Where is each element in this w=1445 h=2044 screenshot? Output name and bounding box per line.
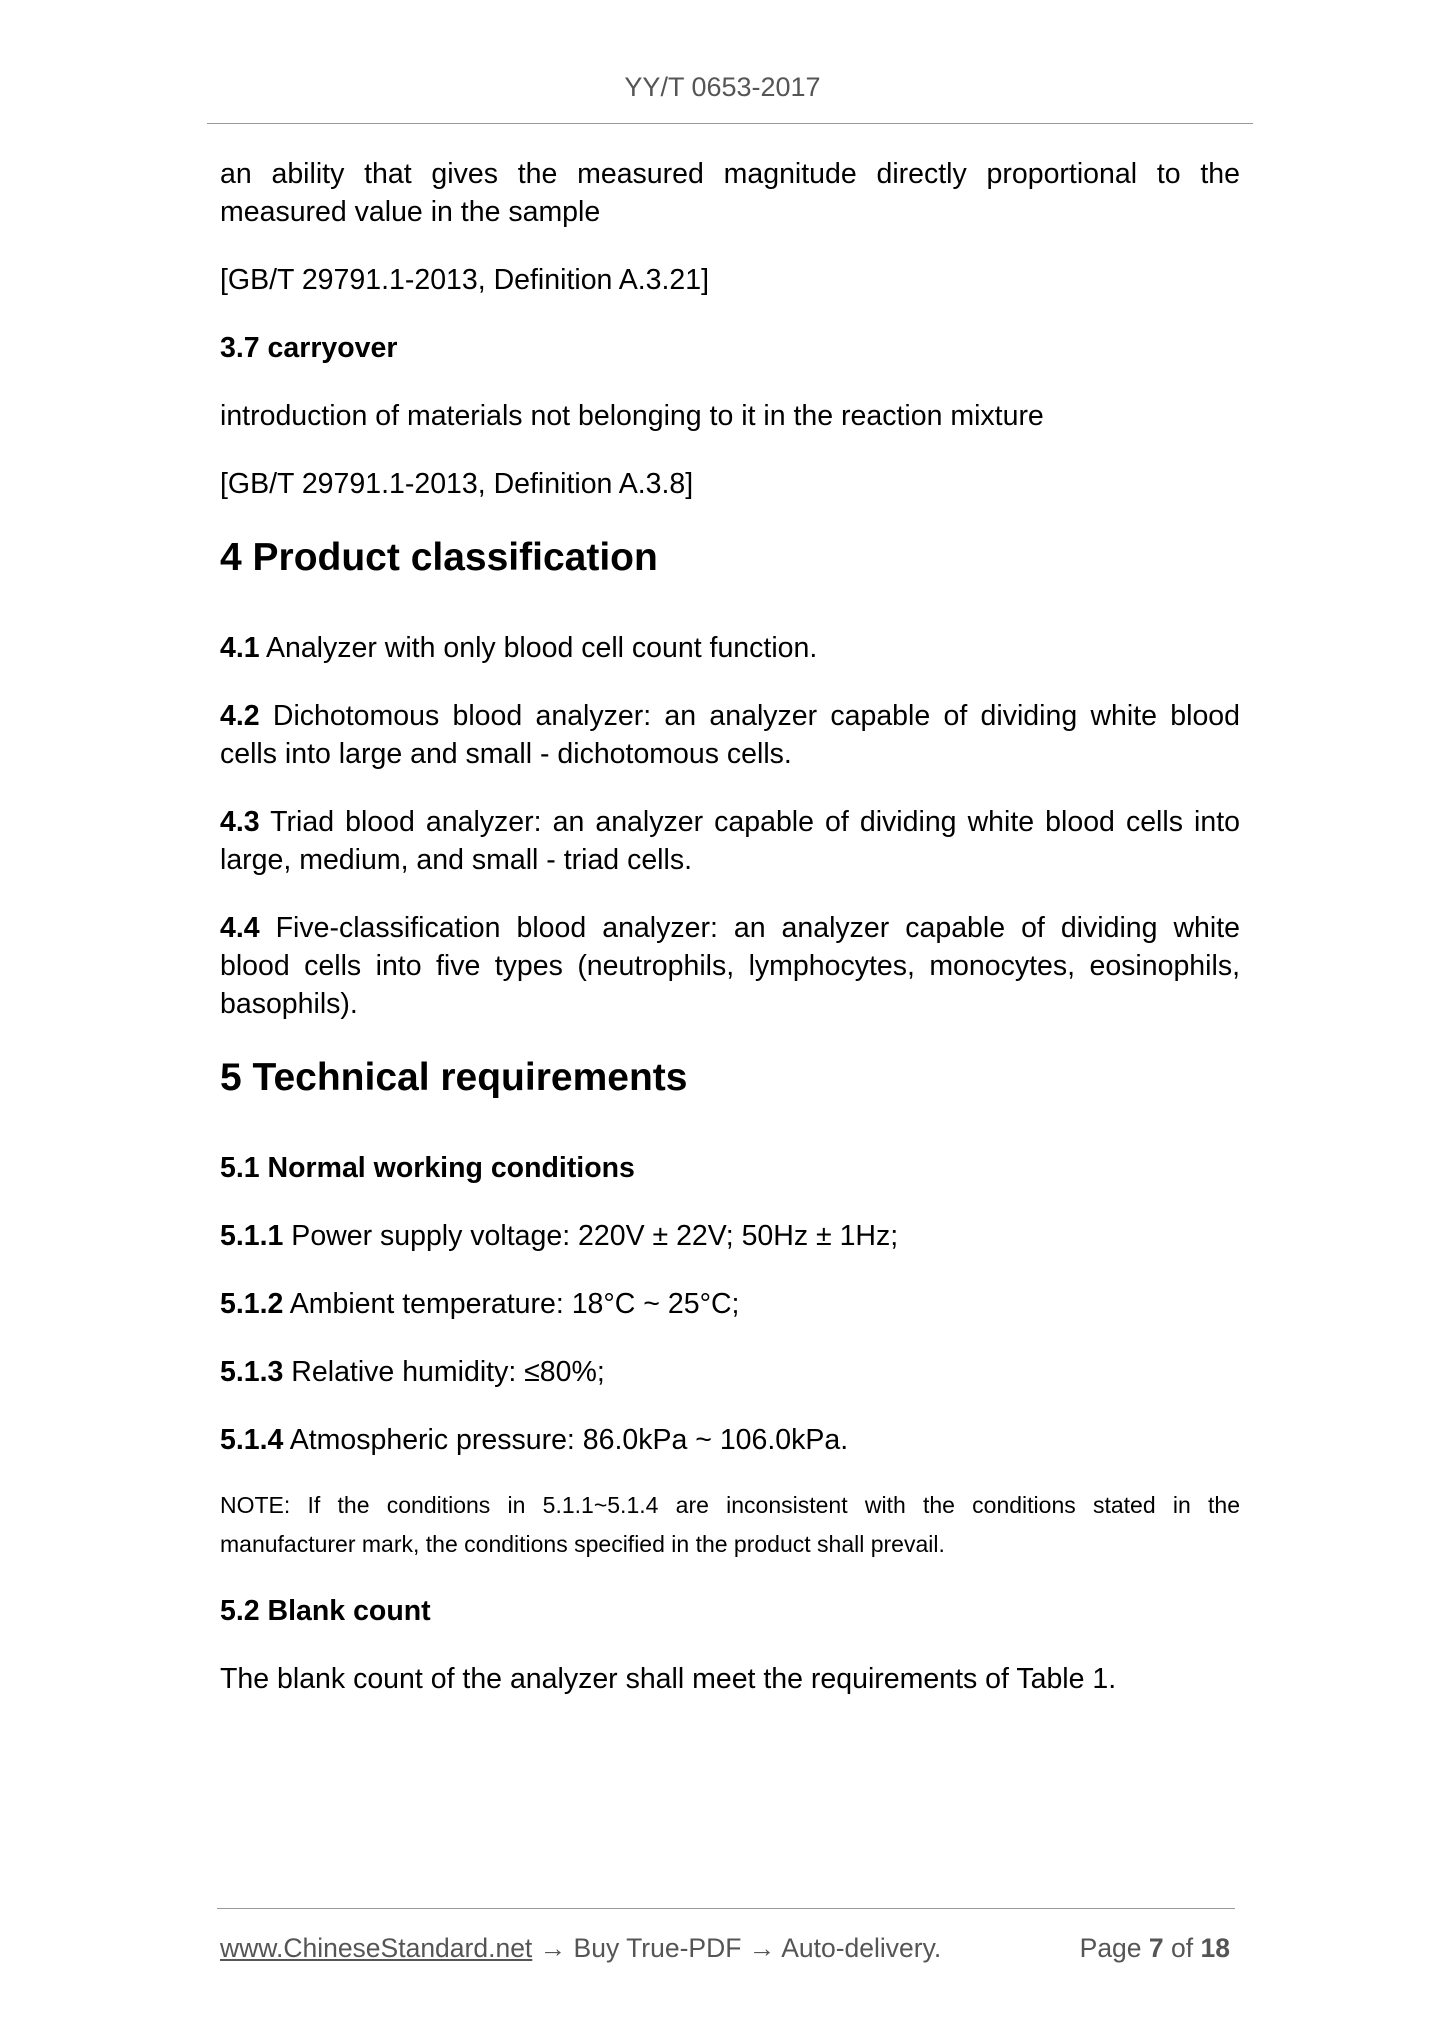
note-text: NOTE: If the conditions in 5.1.1~5.1.4 are inconsistent with the conditions stated in the manufacturer mark, the conditions specified in the product shall prevail. bbox=[220, 1492, 1240, 1557]
clause-5-2-heading: 5.2 Blank count bbox=[220, 1595, 431, 1627]
clause-number: 4.4 bbox=[220, 912, 260, 944]
clause-4-2 bbox=[220, 697, 1240, 773]
clause-3-7-reference: [GB/T 29791.1-2013, Definition A.3.8] bbox=[220, 468, 694, 500]
total-pages: 18 bbox=[1200, 1933, 1230, 1963]
buy-pdf-text: Buy True-PDF bbox=[573, 1933, 742, 1963]
clause-4-1 bbox=[220, 629, 1240, 667]
clause-number: 5.1.2 bbox=[220, 1288, 284, 1320]
clause-number: 5.1.3 bbox=[220, 1356, 284, 1388]
section-4-heading: 4 Product classification bbox=[220, 536, 658, 579]
definition-text: an ability that gives the measured magnitude directly proportional to the measured value in the sample bbox=[220, 158, 1240, 228]
auto-delivery-text: Auto-delivery. bbox=[781, 1933, 942, 1963]
clause-number: 5.1.4 bbox=[220, 1424, 284, 1456]
arrow-right-icon: → bbox=[532, 1933, 574, 1963]
clause-text: Ambient temperature: 18°C ~ 25°C; bbox=[283, 1288, 740, 1320]
clause-text: Five-classification blood analyzer: an analyzer capable of dividing white blood cells into five types (neutrophils, lymphocytes, monocytes, eosinophils, basophils). bbox=[220, 912, 1240, 1020]
definition-reference: [GB/T 29791.1-2013, Definition A.3.21] bbox=[220, 264, 710, 296]
clause-text: Dichotomous blood analyzer: an analyzer capable of dividing white blood cells into large and small - dichotomous cells. bbox=[220, 700, 1240, 770]
clause-5-1-1 bbox=[220, 1217, 1240, 1255]
clause-5-1-2 bbox=[220, 1285, 1240, 1323]
page-label: Page bbox=[1079, 1933, 1142, 1963]
page-number bbox=[1080, 1930, 1230, 1966]
footer-divider bbox=[217, 1908, 1235, 1909]
clause-text: Analyzer with only blood cell count function. bbox=[259, 632, 818, 664]
clause-text: Relative humidity: ≤80%; bbox=[283, 1356, 605, 1388]
website-link[interactable]: www.ChineseStandard.net bbox=[220, 1933, 533, 1963]
clause-3-7-heading: 3.7 carryover bbox=[220, 332, 398, 364]
clause-4-4 bbox=[220, 909, 1240, 1023]
arrow-right-icon: → bbox=[741, 1933, 782, 1963]
page-content bbox=[220, 155, 1240, 1728]
clause-5-1-4 bbox=[220, 1421, 1240, 1459]
clause-number: 5.1.1 bbox=[220, 1220, 284, 1252]
clause-text: Triad blood analyzer: an analyzer capable of dividing white blood cells into large, medium, and small - triad cells. bbox=[220, 806, 1240, 876]
clause-number: 4.3 bbox=[220, 806, 260, 838]
clause-number: 4.2 bbox=[220, 700, 260, 732]
of-label: of bbox=[1171, 1933, 1194, 1963]
section-5-heading: 5 Technical requirements bbox=[220, 1056, 688, 1099]
clause-5-1-3 bbox=[220, 1353, 1240, 1391]
clause-5-1-heading: 5.1 Normal working conditions bbox=[220, 1152, 635, 1184]
header-divider bbox=[207, 123, 1253, 124]
clause-3-7-definition: introduction of materials not belonging to it in the reaction mixture bbox=[220, 400, 1044, 432]
document-code-header: YY/T 0653-2017 bbox=[624, 72, 821, 102]
current-page: 7 bbox=[1148, 1933, 1164, 1963]
clause-number: 4.1 bbox=[220, 632, 260, 664]
clause-text: Power supply voltage: 220V ± 22V; 50Hz ± 1Hz; bbox=[283, 1220, 899, 1252]
clause-5-2-text: The blank count of the analyzer shall meet the requirements of Table 1. bbox=[220, 1663, 1117, 1695]
clause-text: Atmospheric pressure: 86.0kPa ~ 106.0kPa. bbox=[283, 1424, 849, 1456]
clause-4-3 bbox=[220, 803, 1240, 879]
page-footer bbox=[220, 1930, 1230, 1966]
